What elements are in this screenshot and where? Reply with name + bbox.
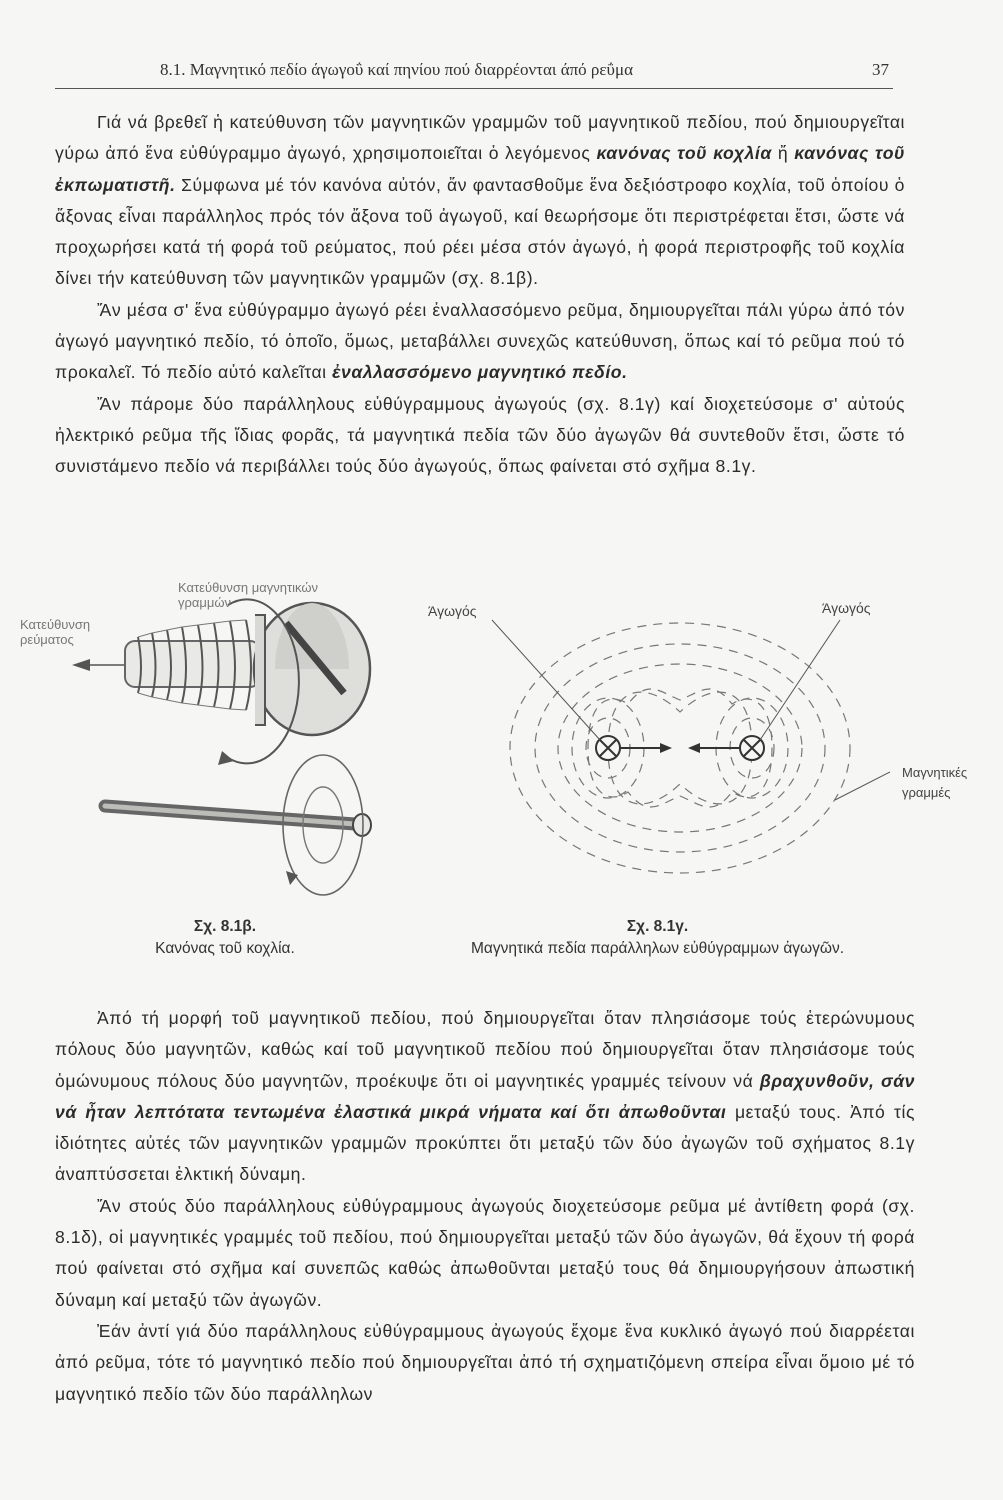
field-line <box>510 623 850 873</box>
running-title: 8.1. Μαγνητικό πεδίο άγωγοΰ καί πηνίου πού διαρρέονται άπό ρεΰμα <box>160 60 633 79</box>
caption-number: Σχ. 8.1γ. <box>626 918 689 935</box>
label-field-lines: Μαγνητικές γραμμές <box>902 765 968 800</box>
caption-fig-8-1b <box>110 918 340 958</box>
caption-fig-8-1g <box>405 918 910 958</box>
current-arrowhead <box>72 659 90 671</box>
emphasis-field-line-tension: βραχυνθοῦν, σάν νά ἦταν λεπτότατα τεντωμένα ἐλαστικά μικρά νήματα καί ὅτι ἀπωθοῦνται <box>55 1070 915 1122</box>
field-line <box>535 644 825 852</box>
caption-number: Σχ. 8.1β. <box>193 918 257 935</box>
field-line <box>558 664 802 832</box>
top-text-block <box>55 107 905 483</box>
caption-text: Μαγνητικά πεδία παράλληλων εὐθύγραμμων ἀγωγῶν. <box>470 940 845 957</box>
paragraph-parallel-conductors: Ἄν πάρομε δύο παράλληλους εὐθύγραμμους ἀγωγούς (σχ. 8.1γ) καί διοχετεύσομε σ' αὐτούς ἠλεκτρικό ρεῦμα τῆς ἴδιας φορᾶς, τά μαγνητικά πεδία τῶν δύο ἀγωγῶν θά συντεθοῦν ἔτσι, ὥστε τό συνιστάμενο πεδίο νά περιβάλλει τούς δύο ἀγωγούς, ὅπως φαίνεται στό σχῆμα 8.1γ. <box>55 393 905 477</box>
label-current-direction: Κατεύθυνση ρεύματος <box>20 617 91 647</box>
screw-head <box>254 603 370 735</box>
term-corkscrew-rule: κανόνας τοῦ ἐκπωματιστῆ. <box>55 143 905 195</box>
paragraph-circular-conductor: Ἐάν ἀντί γιά δύο παράλληλους εὐθύγραμμους ἀγωγούς ἔχομε ἕνα κυκλικό ἀγωγό πού διαρρέεται ἀπό ρεῦμα, τότε τό μαγνητικό πεδίο πού δημιουργεῖται ἀπό τή σχηματιζόμενη σπείρα εἶναι ὅμοιο μέ τό μαγνητικό πεδίο τῶν δύο παράλληλων <box>55 1320 915 1404</box>
header-rule <box>55 88 893 89</box>
running-header <box>160 60 895 80</box>
label-conductor-right: Άγωγός <box>822 600 871 616</box>
bottom-text-block <box>55 1003 915 1410</box>
pointer-conductor-left <box>492 620 600 740</box>
paragraph-field-line-properties: Ἀπό τή μορφή τοῦ μαγνητικοῦ πεδίου, πού δημιουργεῖται ὅταν πλησιάσομε τούς ἑτερώνυμους πόλους δύο μαγνητῶν, καθώς καί τοῦ μαγνητικοῦ πεδίου πού δημιουργεῖται ὅταν πλησιάσομε τούς ὁμώνυμους πόλους δύο μαγνητῶν, προέκυψε ὅτι οἱ μαγνητικές γραμμές τείνουν νά βραχυνθοῦν, σάν νά ἦταν λεπτότατα τεντωμένα ἐλαστικά μικρά νήματα καί ὅτι ἀπωθοῦνται μεταξύ τους. Ἀπό τίς ἰδιότητες αὐτές τῶν μαγνητικῶν γραμμῶν προκύπτει ὅτι μεταξύ τῶν δύο ἀγωγῶν τοῦ σχήματος 8.1γ ἀναπτύσσεται ἑλκτική δύναμη. <box>55 1008 915 1185</box>
rotation-arrowhead <box>218 751 234 765</box>
field-lines <box>510 623 850 873</box>
label-conductor-left: Άγωγός <box>428 603 477 619</box>
label-field-direction: Κατεύθυνση μαγνητικών γραμμών <box>178 580 319 610</box>
pointer-field-lines <box>835 772 890 800</box>
screw-body <box>125 620 260 710</box>
page-number: 37 <box>872 60 889 79</box>
pointer-conductor-right <box>760 620 840 740</box>
caption-text: Κανόνας τοῦ κοχλία. <box>155 940 295 957</box>
paragraph-opposite-currents: Ἄν στούς δύο παράλληλους εὐθύγραμμους ἀγωγούς διοχετεύσομε ρεῦμα μέ ἀντίθετη φορά (σχ. 8.1δ), οἱ μαγνητικές γραμμές τοῦ πεδίου, πού δημιουργεῖται μεταξύ τῶν δύο ἀγωγῶν, θά ἔχουν τή φορά πού φαίνεται στό σχῆμα καί συνεπῶς καθώς ἀπωθοῦνται μεταξύ τους θά δημιουργήσουν ἀπωστική δύναμη καί μεταξύ τῶν ἀγωγῶν. <box>55 1195 915 1310</box>
figure-parallel-conductors <box>400 600 900 920</box>
paragraph-screw-rule: Γιά νά βρεθεῖ ἡ κατεύθυνση τῶν μαγνητικῶν γραμμῶν τοῦ μαγνητικοῦ πεδίου, πού δημιουργεῖται γύρω ἀπό ἕνα εὐθύγραμμο ἀγωγό, χρησιμοποιεῖται ὁ λεγόμενος κανόνας τοῦ κοχλία ἤ κανόνας τοῦ ἐκπωματιστῆ. Σύμφωνα μέ τόν κανόνα αὐτόν, ἄν φαντασθοῦμε ἕνα δεξιόστροφο κοχλία, τοῦ ὁποίου ὁ ἄξονας εἶναι παράλληλος πρός τόν ἄξονα τοῦ ἀγωγοῦ, καί θεωρήσομε ὅτι περιστρέφεται ἔτσι, ὥστε νά προχωρήσει κατά τή φορά τοῦ ρεύματος, πού ρέει μέσα στόν ἀγωγό, ἡ φορά περιστροφῆς τοῦ κοχλία δίνει τήν κατεύθυνση τῶν μαγνητικῶν γραμμῶν (σχ. 8.1β). <box>55 112 905 289</box>
term-alternating-field: ἐναλλασσόμενο μαγνητικό πεδίο. <box>332 362 628 383</box>
paragraph-alternating-field: Ἄν μέσα σ' ἕνα εὐθύγραμμο ἀγωγό ρέει ἐναλλασσόμενο ρεῦμα, δημιουργεῖται πάλι γύρω ἀπό τόν ἀγωγό μαγνητικό πεδίο, τό ὁποῖο, ὅμως, μεταβάλλει συνεχῶς κατεύθυνση, ὅπως καί τό ρεῦμα πού τό προκαλεῖ. Τό πεδίο αὐτό καλεῖται ἐναλλασσόμενο μαγνητικό πεδίο. <box>55 299 905 383</box>
term-screw-rule: κανόνας τοῦ κοχλία <box>596 143 772 164</box>
